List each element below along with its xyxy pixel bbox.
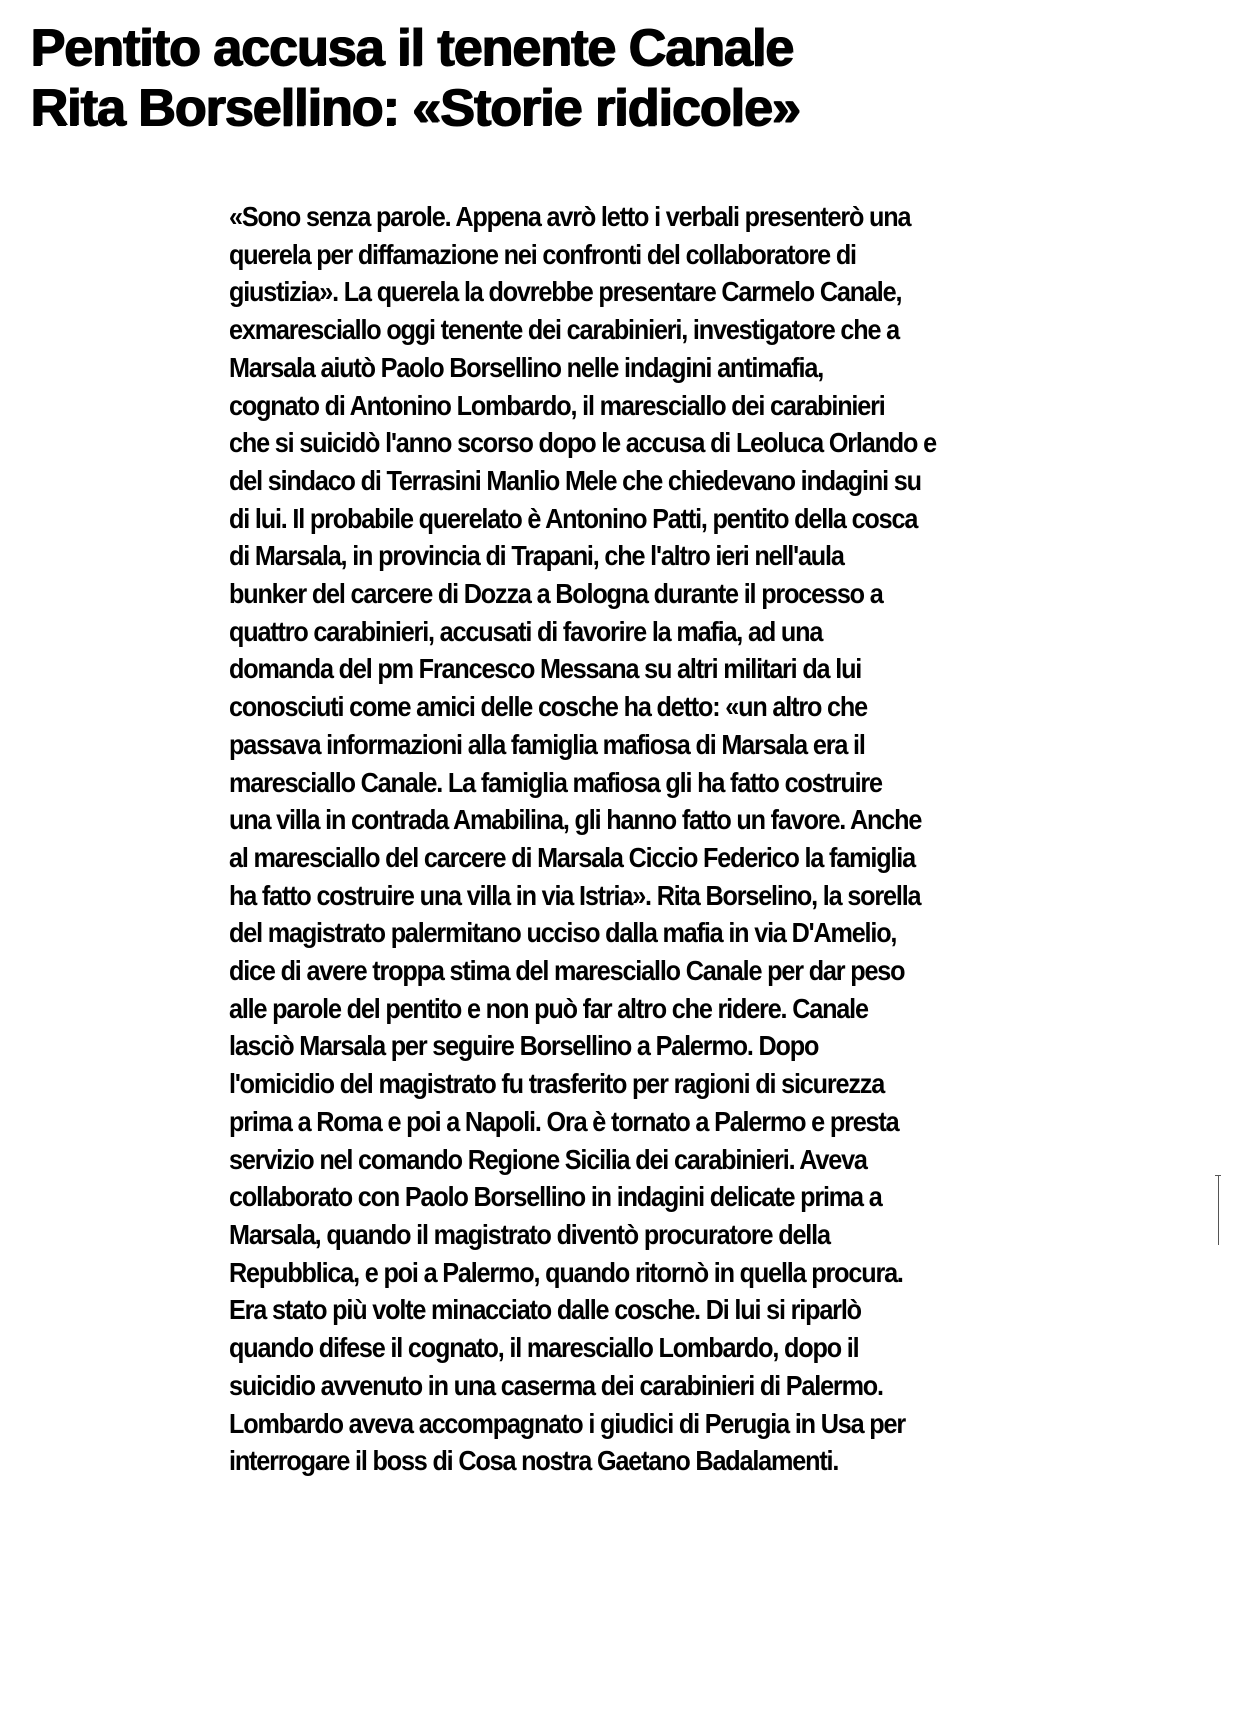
- body-line: ha fatto costruire una villa in via Istria». Rita Borselino, la sorella: [229, 879, 921, 911]
- body-line: Marsala, quando il magistrato diventò procuratore della: [229, 1218, 830, 1250]
- body-line: domanda del pm Francesco Messana su altri militari da lui: [229, 653, 862, 685]
- body-line: servizio nel comando Regione Sicilia dei carabinieri. Aveva: [229, 1143, 867, 1175]
- article-body: [229, 198, 1111, 1480]
- body-line: prima a Roma e poi a Napoli. Ora è tornato a Palermo e presta: [229, 1105, 899, 1137]
- body-line: exmaresciallo oggi tenente dei carabinieri, investigatore che a: [229, 314, 899, 346]
- body-line: cognato di Antonino Lombardo, il maresciallo dei carabinieri: [229, 389, 885, 421]
- body-line: di Marsala, in provincia di Trapani, che l'altro ieri nell'aula: [229, 540, 844, 572]
- body-line: lasciò Marsala per seguire Borsellino a Palermo. Dopo: [229, 1030, 819, 1062]
- body-line: maresciallo Canale. La famiglia mafiosa gli ha fatto costruire: [229, 766, 882, 798]
- body-line: una villa in contrada Amabilina, gli hanno fatto un favore. Anche: [229, 804, 922, 836]
- body-line: alle parole del pentito e non può far altro che ridere. Canale: [229, 992, 868, 1024]
- body-line: al maresciallo del carcere di Marsala Ciccio Federico la famiglia: [229, 841, 915, 873]
- headline-line: Rita Borsellino: «Storie ridicole»: [30, 79, 800, 137]
- body-line: interrogare il boss di Cosa nostra Gaetano Badalamenti.: [229, 1445, 839, 1477]
- body-line: passava informazioni alla famiglia mafiosa di Marsala era il: [229, 728, 865, 760]
- body-line: del sindaco di Terrasini Manlio Mele che chiedevano indagini su: [229, 464, 921, 496]
- article-headline: [30, 18, 1210, 138]
- body-line: di lui. Il probabile querelato è Antonino Patti, pentito della cosca: [229, 502, 918, 534]
- body-line: Marsala aiutò Paolo Borsellino nelle indagini antimafia,: [229, 351, 824, 383]
- body-line: suicidio avvenuto in una caserma dei carabinieri di Palermo.: [229, 1369, 883, 1401]
- body-line: Repubblica, e poi a Palermo, quando ritornò in quella procura.: [229, 1256, 903, 1288]
- body-line: conosciuti come amici delle cosche ha detto: «un altro che: [229, 691, 867, 723]
- body-line: quattro carabinieri, accusati di favorire la mafia, ad una: [229, 615, 823, 647]
- body-line: che si suicidò l'anno scorso dopo le accusa di Leoluca Orlando e: [229, 427, 936, 459]
- body-line: dice di avere troppa stima del maresciallo Canale per dar peso: [229, 955, 905, 987]
- body-line: del magistrato palermitano ucciso dalla mafia in via D'Amelio,: [229, 917, 897, 949]
- body-line: collaborato con Paolo Borsellino in indagini delicate prima a: [229, 1181, 882, 1213]
- body-line: l'omicidio del magistrato fu trasferito per ragioni di sicurezza: [229, 1068, 885, 1100]
- body-line: quando difese il cognato, il maresciallo Lombardo, dopo il: [229, 1332, 859, 1364]
- margin-mark: [1218, 1175, 1219, 1245]
- headline-line: Pentito accusa il tenente Canale: [30, 19, 793, 77]
- body-line: bunker del carcere di Dozza a Bologna durante il processo a: [229, 578, 883, 610]
- body-line: giustizia». La querela la dovrebbe presentare Carmelo Canale,: [229, 276, 902, 308]
- body-line: Era stato più volte minacciato dalle cosche. Di lui si riparlò: [229, 1294, 861, 1326]
- body-line: «Sono senza parole. Appena avrò letto i verbali presenterò una: [229, 201, 911, 232]
- body-line: Lombardo aveva accompagnato i giudici di Perugia in Usa per: [229, 1407, 905, 1439]
- body-line: querela per diffamazione nei confronti del collaboratore di: [229, 238, 856, 270]
